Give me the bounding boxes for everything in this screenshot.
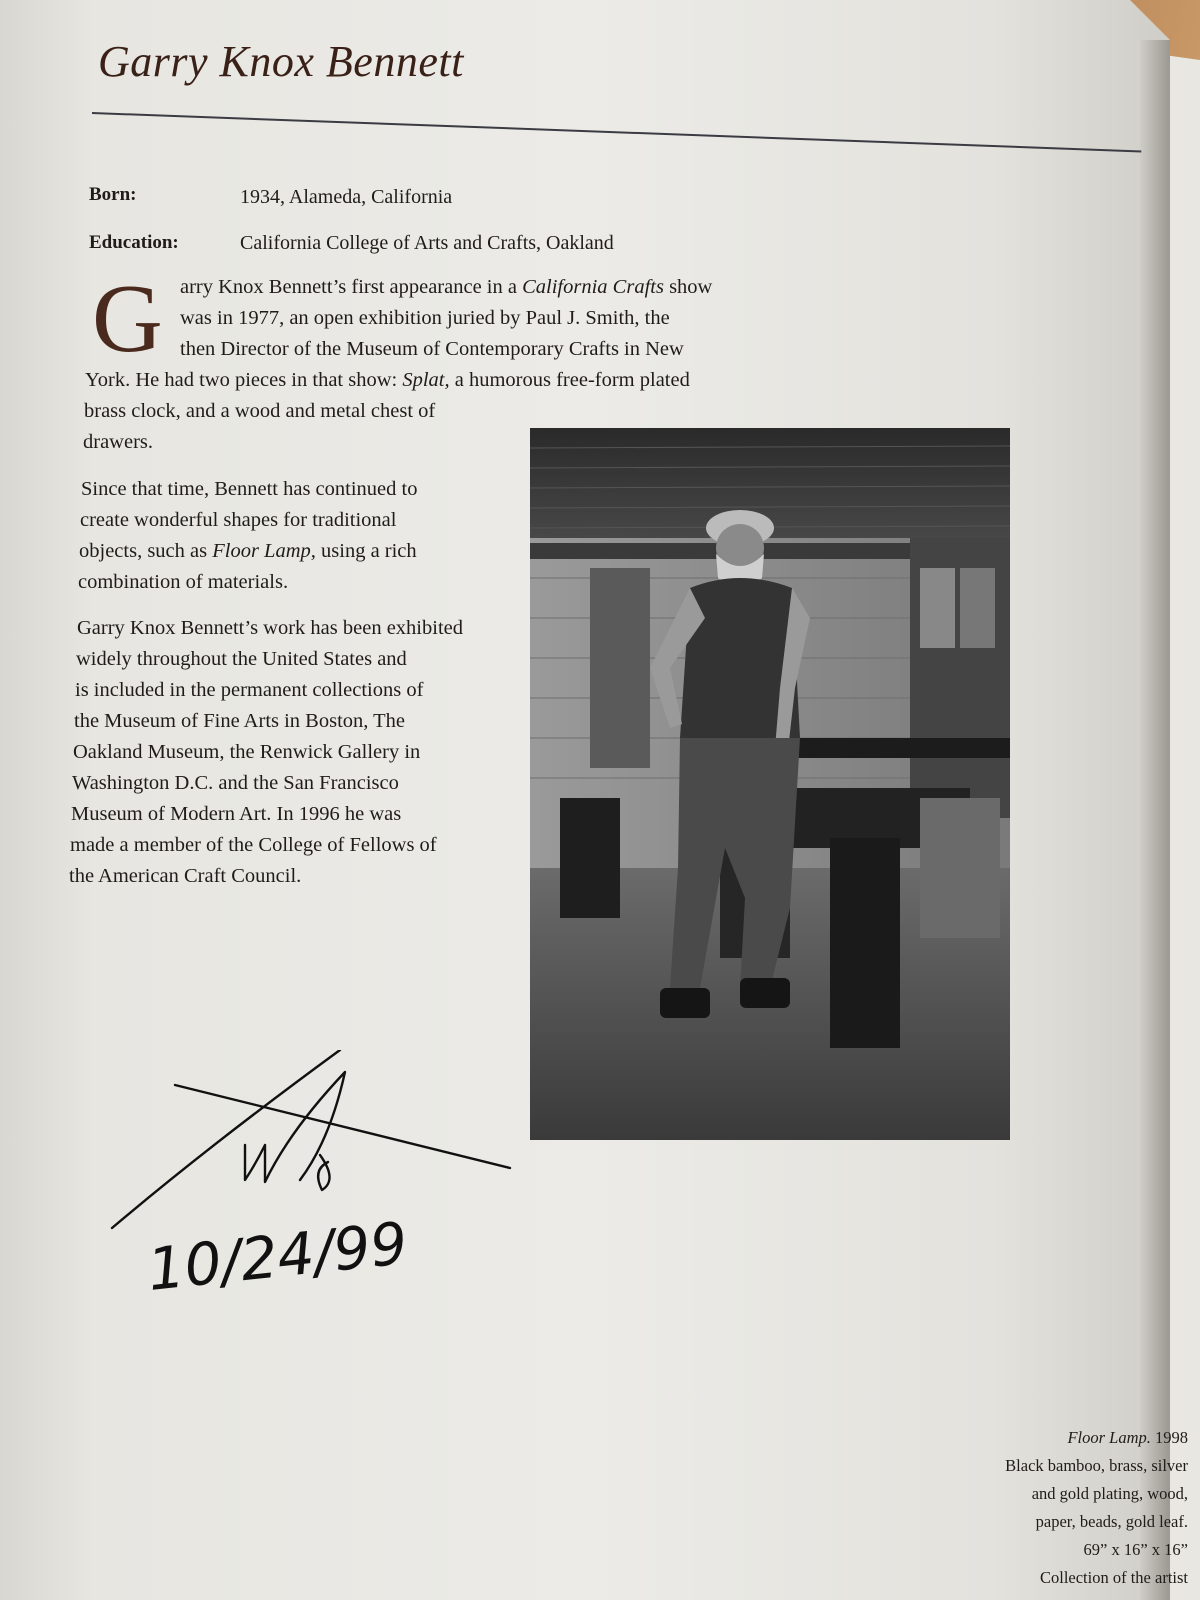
p1-line-1 <box>180 276 712 299</box>
p2-line-3 <box>79 540 417 563</box>
p2-work-title: Floor Lamp, <box>212 540 316 562</box>
caption-materials-2: and gold plating, wood, <box>1031 1484 1188 1503</box>
p3-line-6: Washington D.C. and the San Francisco <box>72 772 399 794</box>
signature-date: 10/24/99 <box>144 1209 411 1304</box>
caption-year: 1998 <box>1155 1428 1188 1447</box>
p1-line-5: brass clock, and a wood and metal chest of <box>84 400 436 422</box>
caption-materials-3: paper, beads, gold leaf. <box>1035 1512 1188 1531</box>
p3-line-2: widely throughout the United States and <box>76 648 407 670</box>
p1-line-6: drawers. <box>83 431 154 453</box>
education-label: Education: <box>89 232 179 253</box>
caption-work-title: Floor Lamp. <box>1067 1428 1151 1447</box>
p3-line-5: Oakland Museum, the Renwick Gallery in <box>73 741 421 763</box>
p1-line-4 <box>85 369 690 392</box>
p3-line-1: Garry Knox Bennett’s work has been exhibited <box>77 617 463 639</box>
p2-line-1: Since that time, Bennett has continued to <box>81 478 418 500</box>
born-value: 1934, Alameda, California <box>240 186 453 208</box>
p2-line-4: combination of materials. <box>78 571 289 593</box>
p3-line-3: is included in the permanent collections of <box>75 679 424 701</box>
p1-line-3: then Director of the Museum of Contemporary Crafts in New <box>180 338 684 360</box>
p3-line-8: made a member of the College of Fellows of <box>70 834 437 856</box>
p1-line-1b: show <box>663 276 713 298</box>
born-label: Born: <box>89 184 137 205</box>
handwritten-signature <box>90 1050 550 1380</box>
caption-dimensions: 69” x 16” x 16” <box>1083 1540 1188 1559</box>
p2-line-2: create wonderful shapes for traditional <box>80 509 397 531</box>
p1-line-4b: a humorous free-form plated <box>449 369 690 391</box>
caption-collection: Collection of the artist <box>1039 1568 1188 1587</box>
p1-line-4a: York. He had two pieces in that show: <box>85 369 403 391</box>
caption-title-line <box>968 1424 1188 1451</box>
workshop-photo-illustration <box>530 428 1010 1140</box>
artist-portrait-photo <box>530 428 1010 1140</box>
p3-line-9: the American Craft Council. <box>69 865 302 887</box>
education-value: California College of Arts and Crafts, Oakland <box>240 232 614 254</box>
p1-line-1a: arry Knox Bennett’s first appearance in a <box>180 276 523 298</box>
p1-work-title: Splat, <box>402 369 450 391</box>
p1-line-2: was in 1977, an open exhibition juried by Paul J. Smith, the <box>180 307 670 329</box>
p2-line-3b: using a rich <box>315 540 417 562</box>
page-edge-shadow <box>1140 40 1170 1600</box>
p2-line-3a: objects, such as <box>79 540 213 562</box>
caption-materials-1: Black bamboo, brass, silver <box>1005 1456 1188 1475</box>
drop-cap: G <box>92 265 163 373</box>
p3-line-7: Museum of Modern Art. In 1996 he was <box>71 803 402 825</box>
artist-name-heading: Garry Knox Bennett <box>98 37 464 86</box>
p1-publication-title: California Crafts <box>522 276 664 298</box>
p3-line-4: the Museum of Fine Arts in Boston, The <box>74 710 406 732</box>
